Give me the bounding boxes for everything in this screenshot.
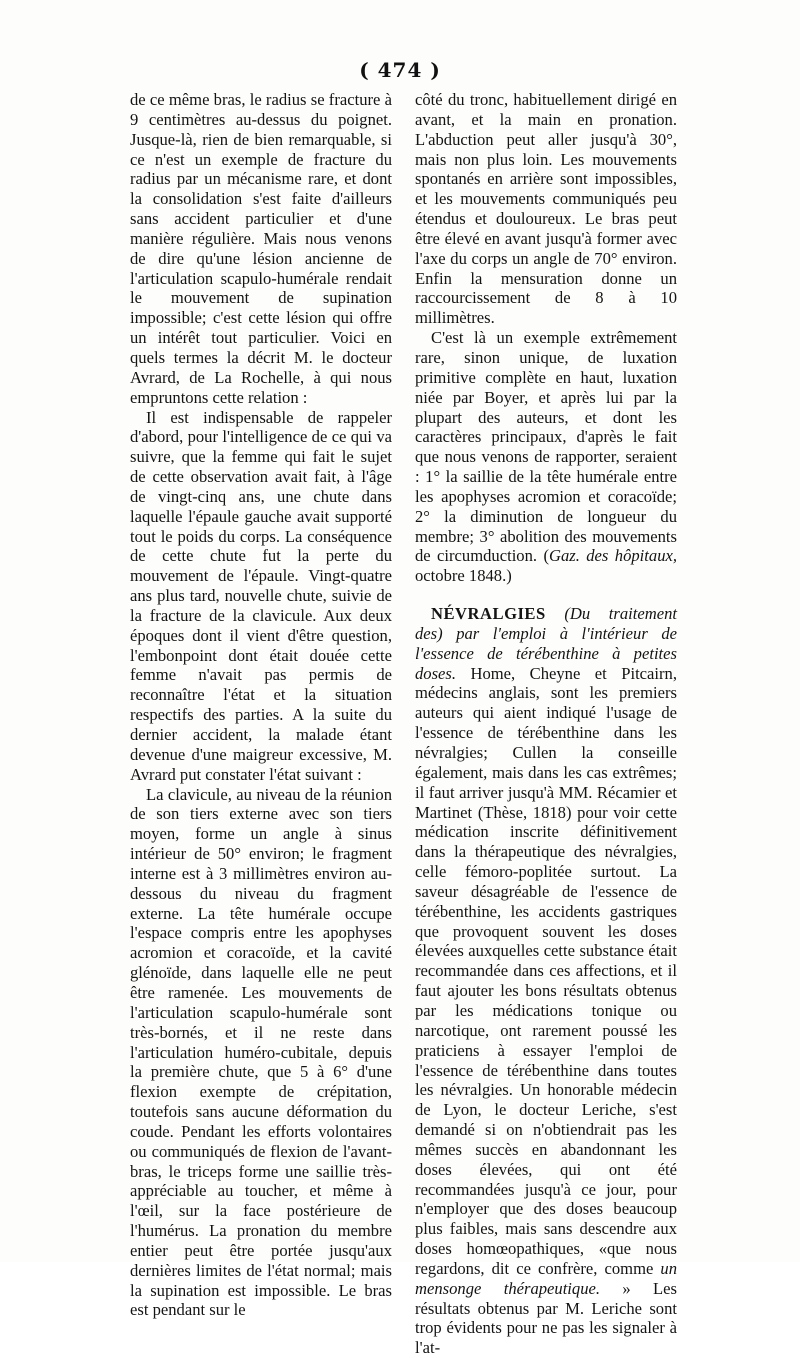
section-paragraph <box>415 604 677 1358</box>
paragraph: Il est indispensable de rappeler d'abord, pour l'intelligence de ce qui va suivre, que la femme qui fait le sujet de cette observation avait fait, à l'âge de vingt-cinq ans, une chute dans laquelle l'épaule gauche avait supporté tout le poids du corps. La conséquence de cette chute fut la perte du mouvement de l'épaule. Vingt-quatre ans plus tard, nouvelle chute, suivie de la fracture de la clavicule. Aux deux époques dont il vient d'être question, l'embonpoint dont était douée cette femme n'avait pas permis de reconnaître l'état et la situation respectifs des parties. A la suite du dernier accident, la malade étant devenue d'une maigreur excessive, M. Avrard put constater l'état suivant : <box>130 407 392 784</box>
paragraph: côté du tronc, habituellement dirigé en avant, et la main en pronation. L'abduction peut aller jusqu'à 30°, mais non plus loin. Les mouvements spontanés en arrière sont impossibles, et les mouvements communiqués peu étendus et douloureux. Le bras peut être élevé en avant jusqu'à former avec l'axe du corps un angle de 70° environ. Enfin la mensuration donne un raccourcissement de 8 à 10 millimètres. <box>415 90 677 328</box>
page-number: ( 474 ) <box>359 58 441 82</box>
paragraph-text: C'est là un exemple extrêmement rare, sinon unique, de luxation primitive complète en haut, luxation niée par Boyer, et après lui par la plupart des auteurs, et dont les caractères principaux, d'après le fait que nous venons de rapporter, seraient : 1° la saillie de la tête humérale entre les apophyses acromion et coracoïde; 2° la diminution de longueur du membre; 3° abolition des mouvements de circumduction. ( <box>415 328 677 566</box>
paragraph: de ce même bras, le radius se fracture à 9 centimètres au-dessus du poignet. Jusque-là, rien de bien remarquable, si ce n'est un exemple de fracture du radius par un mécanisme rare, et dont la consolidation s'est faite d'ailleurs sans accident particulier et d'une manière régulière. Mais nous venons de dire qu'une lésion ancienne de l'articulation scapulo-humérale rendait le mouvement de supination impossible; c'est cette lésion qui offre un intérêt tout particulier. Voici en quels termes la décrit M. le docteur Avrard, de La Rochelle, à qui nous empruntons cette relation : <box>130 90 392 407</box>
paragraph-citation <box>415 328 677 586</box>
citation-source: Gaz. des hôpitaux, <box>548 546 677 566</box>
quoted-phrase: un mensonge thérapeutique. <box>415 1258 677 1298</box>
section-subtitle: (Du traitement des) par l'emploi à l'intérieur de l'essence de térébenthine à petites doses. <box>415 604 677 683</box>
right-column <box>415 90 677 1358</box>
paragraph: La clavicule, au niveau de la réunion de son tiers externe avec son tiers moyen, forme un angle à sinus intérieur de 50° environ; le fragment interne est à 3 millimètres environ au-dessous du niveau du fragment externe. La tête humérale occupe l'espace compris entre les apophyses acromion et coracoïde, et la cavité glénoïde, dans laquelle elle ne peut être ramenée. Les mouvements de l'articulation scapulo-humérale sont très-bornés, et il ne reste dans l'articulation huméro-cubitale, depuis la première chute, que 5 à 6° d'une flexion exempte de crépitation, toutefois sans aucune déformation du coude. Pendant les efforts volontaires ou communiqués de flexion de l'avant-bras, le triceps forme une saillie très-appréciable au toucher, et même à l'œil, sur la face postérieure de l'humérus. La pronation du membre entier peut être portée jusqu'aux dernières limites de l'état normal; mais la supination est impossible. Le bras est pendant sur le <box>130 784 392 1320</box>
section-heading: NÉVRALGIES <box>431 604 546 624</box>
paragraph-end: » Les résultats obtenus par M. Leriche sont trop évidents pour ne pas les signaler à l'at- <box>415 1278 677 1358</box>
paragraph-text: Home, Cheyne et Pitcairn, médecins anglais, sont les premiers auteurs qui aient indiqué l'usage de l'essence de térébenthine dans les névralgies; Cullen la conseille également, mais dans les cas extrêmes; il faut arriver jusqu'à MM. Récamier et Martinet (Thèse, 1818) pour voir cette médication inscrite définitivement dans la thérapeutique des névralgies, celle fémoro-poplitée surtout. La saveur désagréable de l'essence de térébenthine, les accidents gastriques que provoquent souvent les doses élevées auxquelles cette substance était recommandée dans ces affections, et il faut ajouter les bons résultats obtenus par les médications tonique ou narcotique, ont rarement poussé les praticiens à essayer l'emploi de l'essence de térébenthine dans toutes les névralgies. Un honorable médecin de Lyon, le docteur Leriche, s'est demandé si on n'obtiendrait pas les mêmes succès en abandonnant les doses élevées, qui ont été recommandées jusqu'à ce jour, pour n'employer que des doses beaucoup plus faibles, mais sans descendre aux doses homœopathiques, «que nous regardons, dit ce confrère, comme <box>415 663 677 1278</box>
left-column <box>130 90 392 1320</box>
citation-date: octobre 1848.) <box>415 566 512 586</box>
